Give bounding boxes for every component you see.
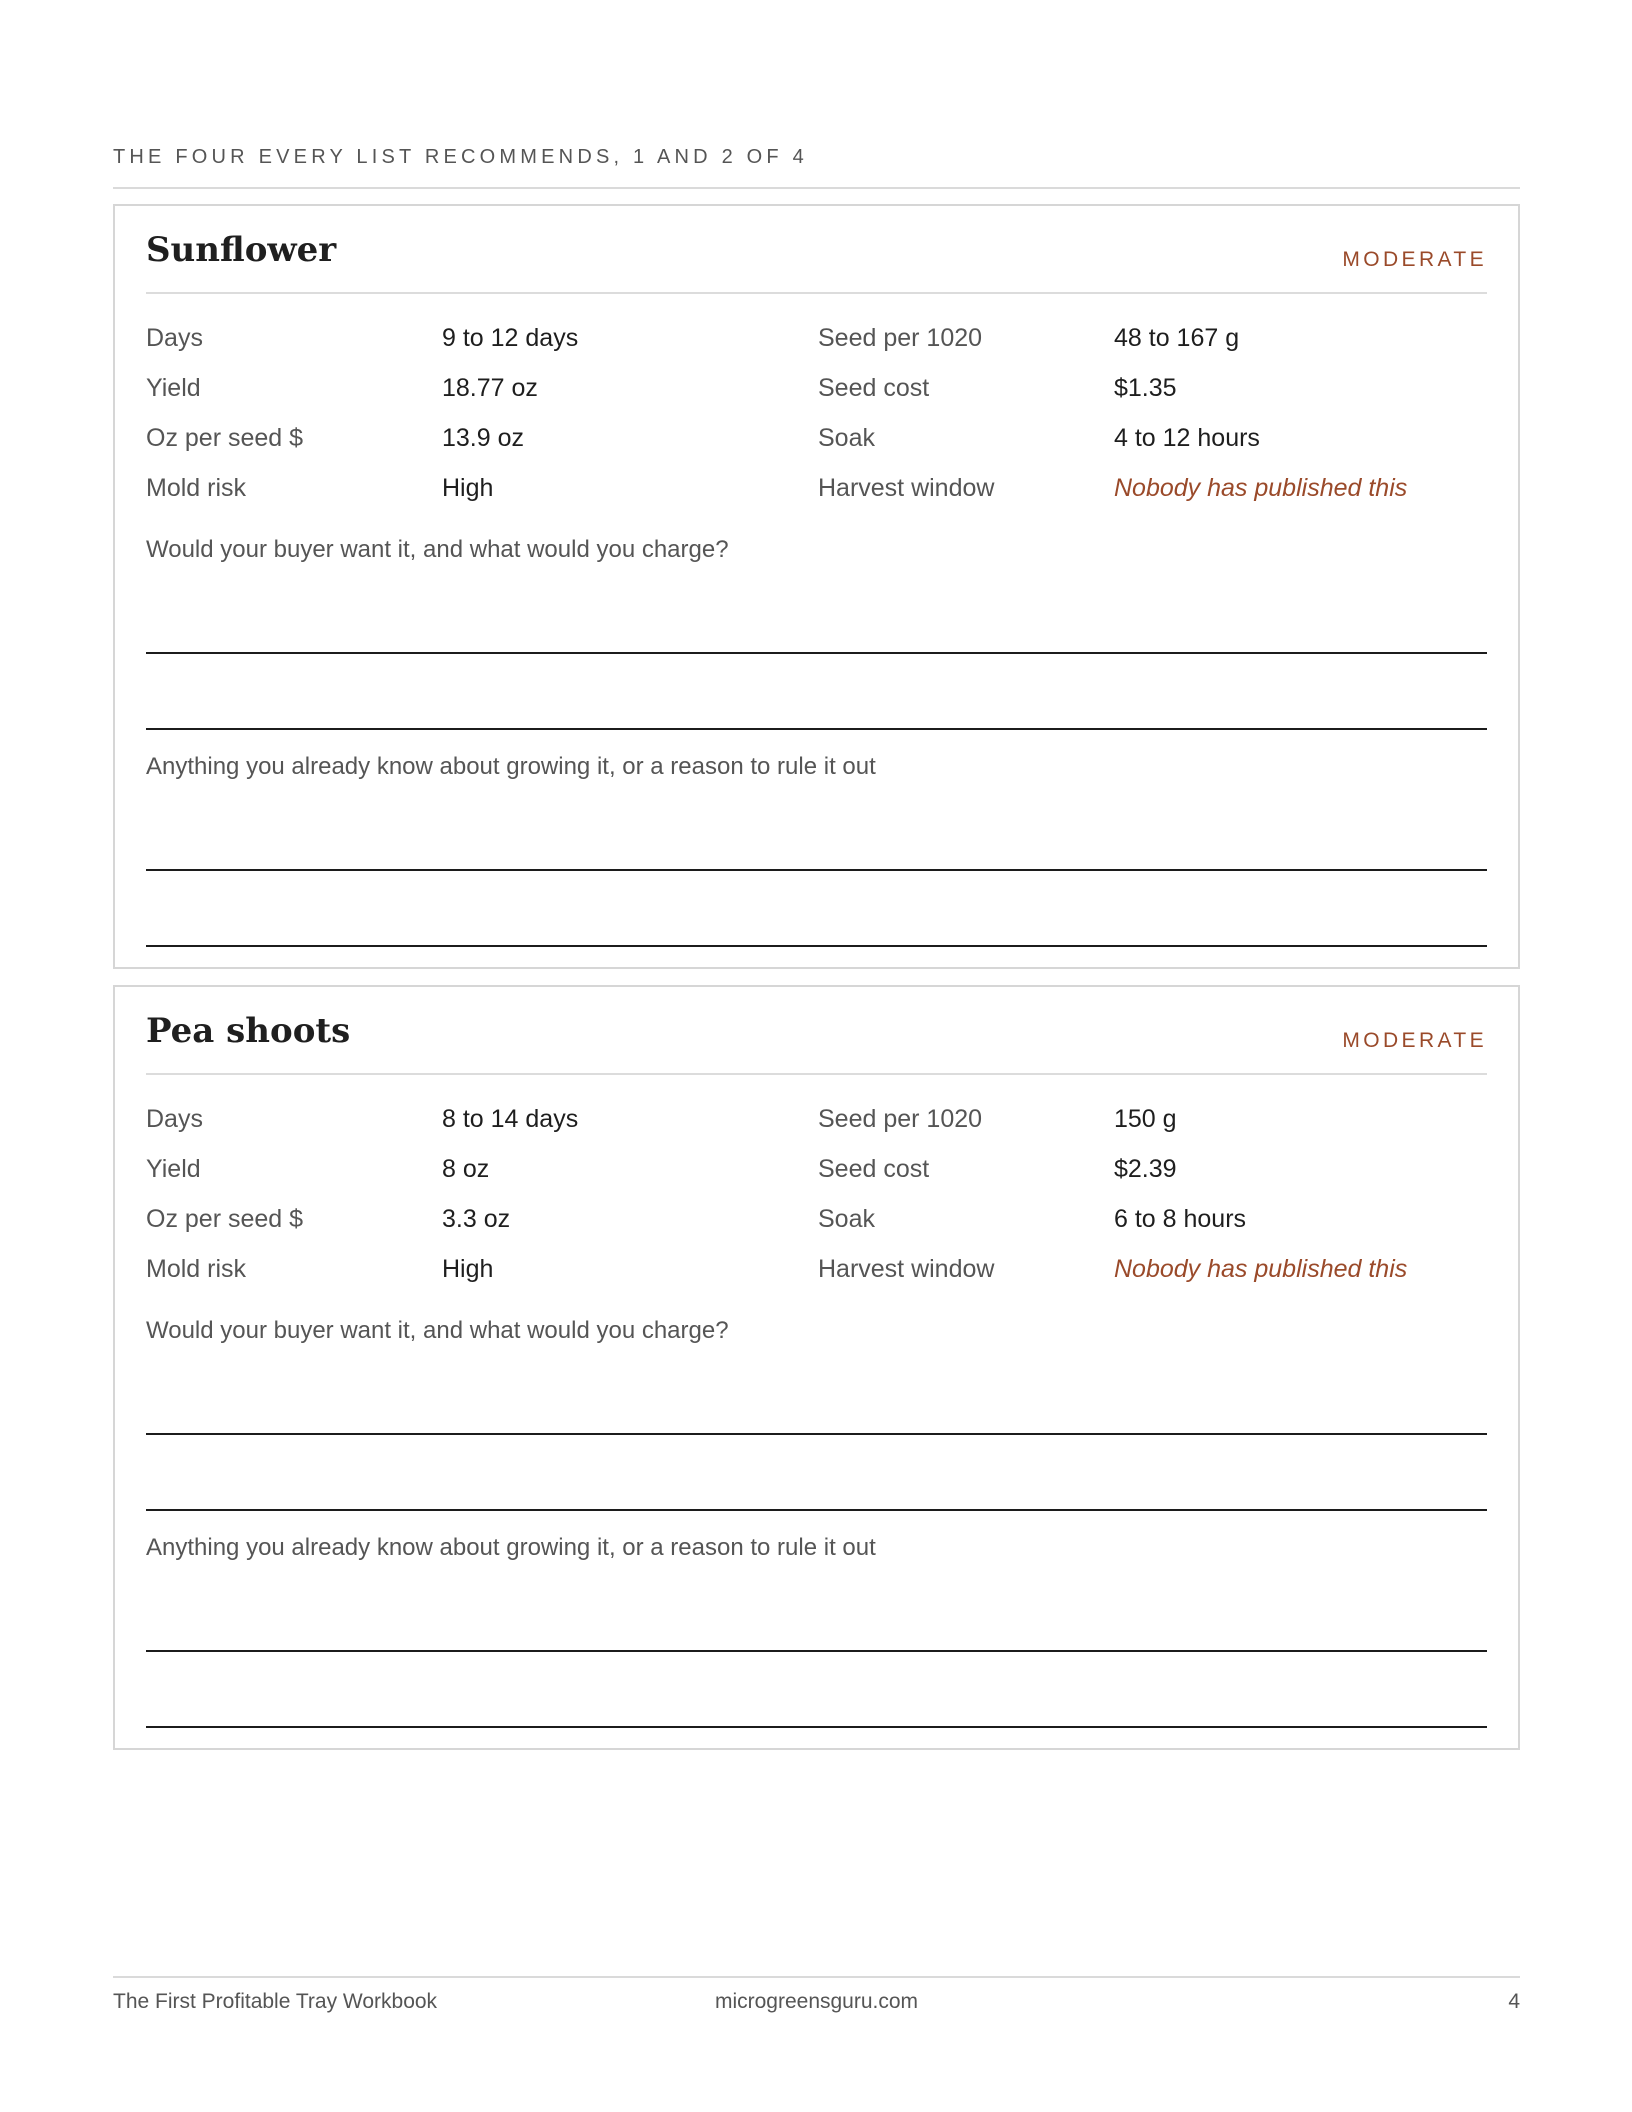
- footer-book-title: The First Profitable Tray Workbook: [113, 1990, 438, 2013]
- answer-line[interactable]: [146, 1726, 1487, 1728]
- yield-label: Yield: [146, 1154, 201, 1183]
- seed-per-tray-value: 150 g: [1114, 1104, 1177, 1133]
- soak-value: 6 to 8 hours: [1114, 1204, 1247, 1233]
- mold-risk-label: Mold risk: [146, 473, 247, 502]
- oz-per-seed-dollar-value: 3.3 oz: [442, 1204, 511, 1233]
- crop-card-sunflower: [113, 204, 1520, 969]
- facts-row: [146, 313, 1487, 363]
- oz-per-seed-dollar-label: Oz per seed $: [146, 1204, 304, 1233]
- card-divider: [146, 1073, 1487, 1075]
- buyer-prompt: Would your buyer want it, and what would you charge?: [146, 536, 729, 563]
- answer-line[interactable]: [146, 728, 1487, 730]
- card-divider: [146, 292, 1487, 294]
- seed-cost-label: Seed cost: [818, 373, 930, 402]
- facts-table: [146, 313, 1487, 513]
- answer-line[interactable]: [146, 869, 1487, 871]
- page-number: 4: [1508, 1990, 1520, 2013]
- days-label: Days: [146, 1104, 203, 1133]
- difficulty-badge: MODERATE: [1342, 1029, 1487, 1052]
- card-title: Sunflower: [146, 230, 337, 270]
- seed-per-tray-value: 48 to 167 g: [1114, 323, 1240, 352]
- soak-label: Soak: [818, 1204, 875, 1233]
- difficulty-badge: MODERATE: [1342, 248, 1487, 271]
- yield-label: Yield: [146, 373, 201, 402]
- soak-value: 4 to 12 hours: [1114, 423, 1260, 452]
- footer-website: microgreensguru.com: [714, 1990, 919, 2013]
- facts-row: [146, 1094, 1487, 1144]
- mold-risk-value: High: [442, 1254, 494, 1283]
- seed-cost-value: $1.35: [1114, 373, 1177, 402]
- answer-line[interactable]: [146, 1650, 1487, 1652]
- facts-row: [146, 413, 1487, 463]
- notes-prompt: Anything you already know about growing it, or a reason to rule it out: [146, 753, 876, 780]
- facts-row: [146, 1244, 1487, 1294]
- seed-cost-value: $2.39: [1114, 1154, 1177, 1183]
- seed-cost-label: Seed cost: [818, 1154, 930, 1183]
- oz-per-seed-dollar-value: 13.9 oz: [442, 423, 525, 452]
- footer-divider: [113, 1976, 1520, 1978]
- harvest-window-value: Nobody has published this: [1114, 1254, 1408, 1283]
- crop-card-pea-shoots: [113, 985, 1520, 1750]
- answer-line[interactable]: [146, 945, 1487, 947]
- section-divider: [113, 187, 1520, 189]
- mold-risk-value: High: [442, 473, 494, 502]
- buyer-prompt: Would your buyer want it, and what would you charge?: [146, 1317, 729, 1344]
- seed-per-tray-label: Seed per 1020: [818, 1104, 983, 1133]
- harvest-window-value: Nobody has published this: [1114, 473, 1408, 502]
- seed-per-tray-label: Seed per 1020: [818, 323, 983, 352]
- soak-label: Soak: [818, 423, 875, 452]
- answer-line[interactable]: [146, 652, 1487, 654]
- facts-row: [146, 363, 1487, 413]
- harvest-window-label: Harvest window: [818, 473, 995, 502]
- yield-value: 18.77 oz: [442, 373, 538, 402]
- answer-line[interactable]: [146, 1433, 1487, 1435]
- harvest-window-label: Harvest window: [818, 1254, 995, 1283]
- facts-row: [146, 1194, 1487, 1244]
- section-header: THE FOUR EVERY LIST RECOMMENDS, 1 AND 2 OF 4: [113, 146, 808, 168]
- yield-value: 8 oz: [442, 1154, 490, 1183]
- oz-per-seed-dollar-label: Oz per seed $: [146, 423, 304, 452]
- days-value: 9 to 12 days: [442, 323, 579, 352]
- card-title: Pea shoots: [146, 1011, 351, 1051]
- days-value: 8 to 14 days: [442, 1104, 579, 1133]
- answer-line[interactable]: [146, 1509, 1487, 1511]
- facts-table: [146, 1094, 1487, 1294]
- facts-row: [146, 463, 1487, 513]
- days-label: Days: [146, 323, 203, 352]
- notes-prompt: Anything you already know about growing it, or a reason to rule it out: [146, 1534, 876, 1561]
- mold-risk-label: Mold risk: [146, 1254, 247, 1283]
- facts-row: [146, 1144, 1487, 1194]
